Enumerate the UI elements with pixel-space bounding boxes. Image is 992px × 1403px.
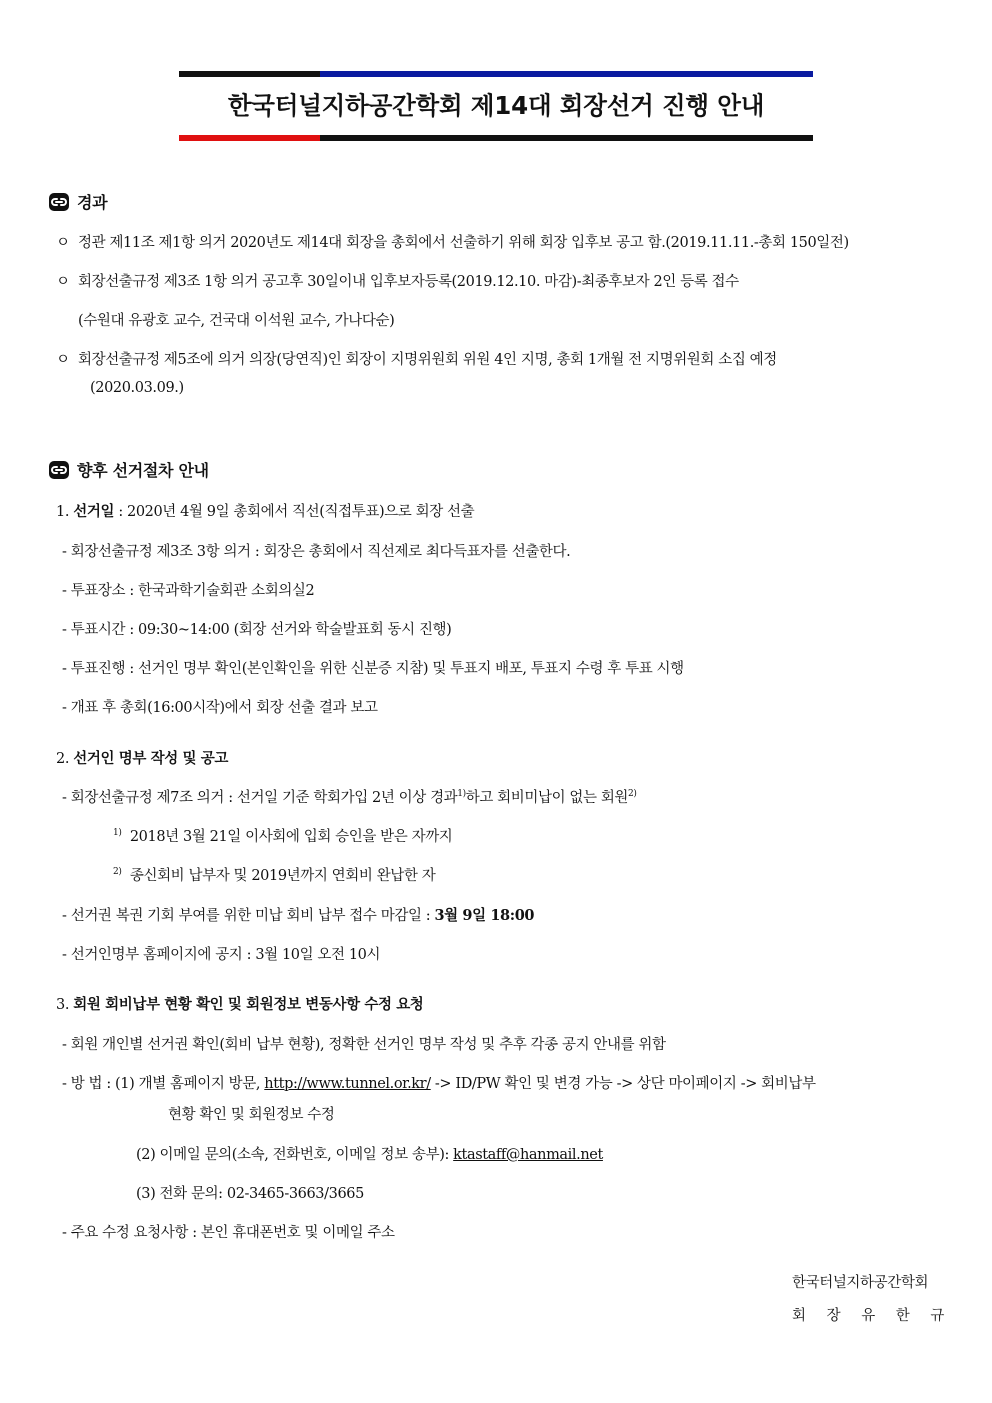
progress-item-2-cont: (수원대 유광호 교수, 건국대 이석원 교수, 가나다순)	[78, 313, 395, 329]
payment-deadline: - 선거권 복권 기회 부여를 위한 미납 회비 납부 접수 마감일 : 3월 9일 18:00	[62, 907, 535, 924]
election-sub-3: - 투표시간 : 09:30~14:00 (회장 선거와 학술발표회 동시 진행)	[62, 622, 452, 638]
method-2: (2) 이메일 문의(소속, 전화번호, 이메일 정보 송부): ktastaff@hanmail.net	[136, 1147, 603, 1163]
link-icon	[49, 461, 69, 479]
election-day: 1. 선거일 : 2020년 4월 9일 총회에서 직선(직접투표)으로 회장 선출	[56, 503, 475, 520]
link-icon	[49, 193, 69, 211]
method-1: - 방 법 : (1) 개별 홈페이지 방문, http://www.tunnel.or.kr/ -> ID/PW 확인 및 변경 가능 -> 상단 마이페이지 -> 회비납부	[62, 1076, 816, 1092]
voter-rule: - 회장선출규정 제7조 의거 : 선거일 기준 학회가입 2년 이상 경과$^{1)}$하고 회비미납이 없는 회원$^{2)}$	[62, 789, 637, 806]
section-heading-progress: 경과	[49, 190, 107, 213]
progress-item-3: ㅇ 회장선출규정 제5조에 의거 의장(당연직)인 회장이 지명위원회 위원 4인 지명, 총회 1개월 전 지명위원회 소집 예정	[56, 352, 777, 368]
update-purpose: - 회원 개인별 선거권 확인(회비 납부 현황), 정확한 선거인 명부 작성 및 추후 각종 공지 안내를 위함	[62, 1037, 666, 1053]
email-link[interactable]: ktastaff@hanmail.net	[453, 1147, 603, 1163]
voter-list-notice: - 선거인명부 홈페이지에 공지 : 3월 10일 오전 10시	[62, 947, 381, 963]
election-sub-1: - 회장선출규정 제3조 3항 의거 : 회장은 총회에서 직선제로 최다득표자를 선출한다.	[62, 544, 571, 560]
page-title: 한국터널지하공간학회 제14대 회장선거 진행 안내	[227, 91, 765, 120]
member-update-heading: 3. 회원 회비납부 현황 확인 및 회원정보 변동사항 수정 요청	[56, 996, 424, 1013]
update-request: - 주요 수정 요청사항 : 본인 휴대폰번호 및 이메일 주소	[62, 1225, 395, 1241]
method-3: (3) 전화 문의: 02-3465-3663/3665	[136, 1186, 364, 1202]
election-sub-2: - 투표장소 : 한국과학기술회관 소회의실2	[62, 583, 315, 599]
title-box	[179, 71, 813, 141]
footer-org: 한국터널지하공간학회	[792, 1275, 929, 1291]
election-sub-5: - 개표 후 총회(16:00시작)에서 회장 선출 결과 보고	[62, 700, 378, 716]
homepage-link[interactable]: http://www.tunnel.or.kr/	[264, 1076, 431, 1092]
footnote-2: $^{2)}$ 종신회비 납부자 및 2019년까지 연회비 완납한 자	[113, 867, 436, 884]
footnote-1: $^{1)}$ 2018년 3월 21일 이사회에 입회 승인을 받은 자까지	[113, 828, 453, 845]
title-bottom-bar	[179, 135, 813, 141]
election-sub-4: - 투표진행 : 선거인 명부 확인(본인확인을 위한 신분증 지참) 및 투표지 배포, 투표지 수령 후 투표 시행	[62, 661, 684, 677]
progress-item-1: ㅇ 정관 제11조 제1항 의거 2020년도 제14대 회장을 총회에서 선출하기 위해 회장 입후보 공고 함.(2019.11.11.-총회 150일전)	[56, 235, 849, 251]
footer-signer: 회 장 유 한 규	[792, 1308, 944, 1324]
section-heading-procedure: 향후 선거절차 안내	[49, 458, 209, 481]
progress-item-3-cont: (2020.03.09.)	[90, 380, 184, 396]
method-1-cont: 현황 확인 및 회원정보 수정	[168, 1107, 335, 1123]
voter-list-heading: 2. 선거인 명부 작성 및 공고	[56, 750, 228, 767]
progress-item-2: ㅇ 회장선출규정 제3조 1항 의거 공고후 30일이내 입후보자등록(2019.12.10. 마감)-최종후보자 2인 등록 접수	[56, 274, 739, 290]
